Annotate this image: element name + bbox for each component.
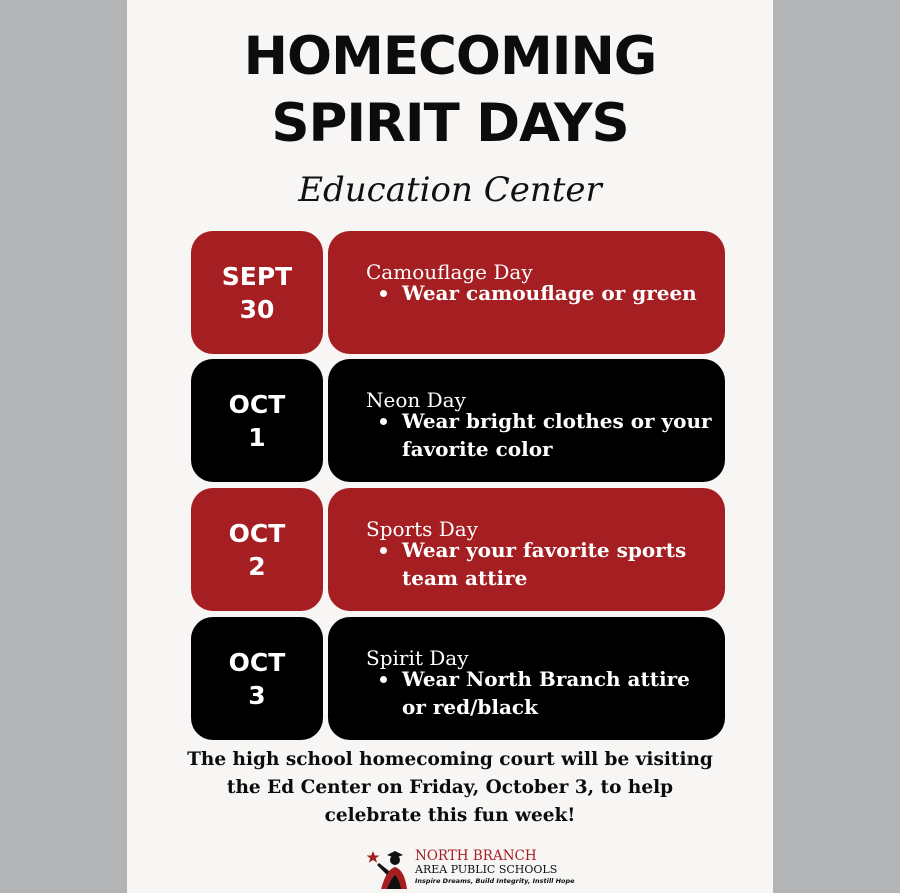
day-name: Camouflage Day	[366, 260, 533, 284]
day-description	[328, 617, 725, 740]
date-badge	[191, 488, 323, 611]
day-detail: Wear North Branch attire or red/black	[402, 667, 690, 719]
bullet-icon	[380, 676, 387, 683]
day-name: Neon Day	[366, 388, 466, 412]
date-day: 30	[239, 294, 275, 324]
district-logo	[367, 845, 575, 893]
day-name: Spirit Day	[366, 646, 469, 670]
day-description	[328, 231, 725, 354]
date-badge	[191, 231, 323, 354]
date-badge	[191, 617, 323, 740]
day-name: Sports Day	[366, 517, 479, 541]
day-description	[328, 488, 725, 611]
date-badge	[191, 359, 323, 482]
date-month: OCT	[228, 647, 286, 677]
title-line-2: SPIRIT DAYS	[271, 93, 629, 154]
date-month: SEPT	[221, 261, 293, 291]
day-description	[328, 359, 725, 482]
footer-line: The high school homecoming court will be visiting	[187, 749, 713, 770]
star-graduate-icon	[367, 845, 415, 893]
spirit-day-row	[191, 359, 725, 482]
bullet-icon	[380, 547, 387, 554]
bullet-icon	[380, 290, 387, 297]
footer-announcement	[187, 746, 713, 830]
date-day: 2	[248, 551, 266, 581]
spirit-day-row	[191, 231, 725, 354]
logo-subtitle: AREA PUBLIC SCHOOLS	[415, 863, 558, 876]
date-month: OCT	[228, 518, 286, 548]
logo-name: NORTH BRANCH	[415, 848, 537, 864]
footer-line: celebrate this fun week!	[324, 805, 576, 826]
title-line-1: HOMECOMING	[243, 26, 657, 87]
footer-line: the Ed Center on Friday, October 3, to help	[226, 777, 674, 798]
date-day: 3	[248, 680, 266, 710]
date-day: 1	[248, 422, 266, 452]
day-detail: Wear camouflage or green	[402, 281, 697, 305]
day-detail: Wear bright clothes or your favorite color	[402, 409, 712, 461]
spirit-day-row	[191, 617, 725, 740]
day-detail: Wear your favorite sports team attire	[402, 538, 687, 590]
bullet-icon	[380, 418, 387, 425]
subtitle: Education Center	[298, 170, 602, 210]
logo-tagline: Inspire Dreams, Build Integrity, Instill Hope	[415, 877, 575, 885]
date-month: OCT	[228, 389, 286, 419]
flyer	[127, 0, 773, 893]
spirit-day-row	[191, 488, 725, 611]
